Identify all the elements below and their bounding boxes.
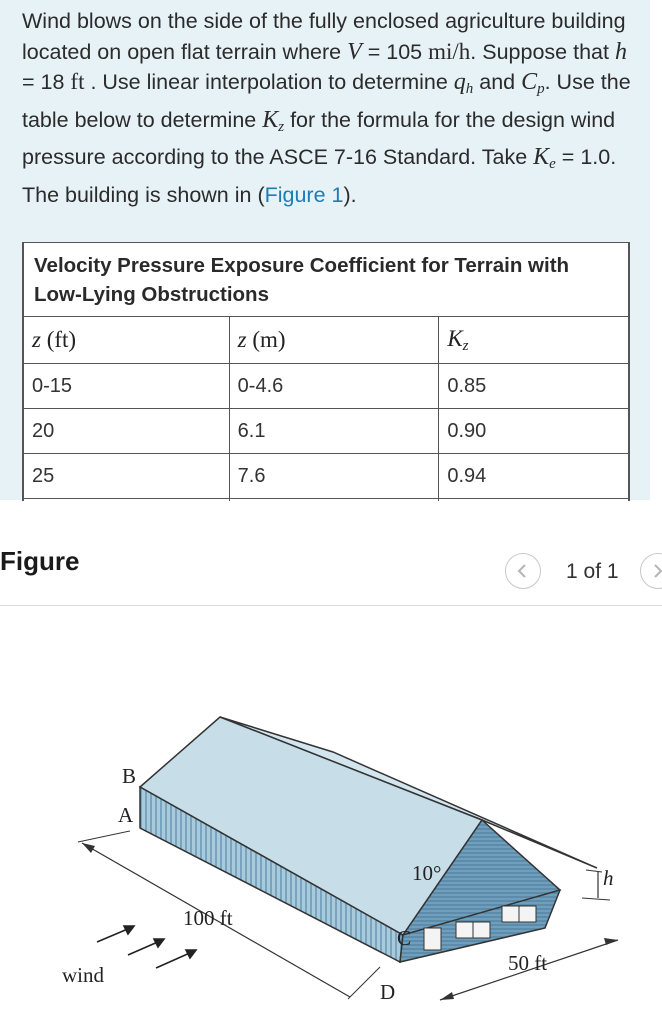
h-unit: ft: [70, 69, 85, 94]
next-figure-button[interactable]: [640, 553, 662, 589]
problem-statement: [22, 6, 634, 210]
cell-kz: 0.90: [439, 409, 629, 454]
cell-z-ft: 0-15: [24, 364, 230, 409]
length-label: 100 ft: [183, 906, 233, 930]
ke-symbol: K: [533, 144, 550, 170]
header-var: z: [32, 327, 41, 352]
chevron-right-icon: [641, 554, 662, 588]
problem-text-part: . Use the table below to determine: [22, 70, 631, 132]
door: [424, 928, 441, 950]
chevron-left-icon: [506, 554, 540, 588]
cell-z-m: 0-4.6: [229, 364, 439, 409]
kz-subscript: z: [278, 118, 285, 135]
table-row: [24, 454, 629, 499]
column-header-z-m: [229, 317, 439, 364]
cell-kz: 0.85: [439, 364, 629, 409]
q-symbol: q: [453, 69, 466, 95]
problem-panel: [0, 0, 650, 500]
ke-value: = 1.0. The building is shown in (: [22, 145, 617, 207]
table-row: [24, 409, 629, 454]
cell-z-m: 6.1: [229, 409, 439, 454]
problem-text-part: . Suppose that: [470, 39, 615, 64]
cell-z-ft: 20: [24, 409, 230, 454]
h-symbol: h: [614, 38, 627, 65]
wind-arrows: [97, 926, 196, 968]
v-value: = 105: [361, 39, 429, 64]
column-header-z-ft: [24, 317, 230, 364]
problem-text-part: Wind blows on the side of the fully enclosed agriculture building located on open flat terrain where: [22, 9, 626, 64]
height-label: h: [603, 866, 614, 890]
column-header-kz: [439, 317, 629, 364]
problem-text-part: and: [473, 70, 522, 94]
header-unit: (m): [252, 327, 286, 352]
cell-kz: 0.94: [439, 454, 629, 499]
table-row-clipped: [24, 499, 629, 502]
point-a-label: A: [118, 803, 134, 827]
v-symbol: V: [347, 38, 362, 65]
wind-label: wind: [62, 963, 104, 987]
table-header-row: [24, 317, 629, 364]
kz-table: [22, 242, 630, 501]
width-label: 50 ft: [508, 951, 548, 975]
figure-link[interactable]: Figure 1: [264, 182, 344, 207]
problem-text-part: . Use linear interpolation to determine: [84, 70, 454, 94]
building-figure: [0, 606, 662, 1024]
kz-symbol: K: [262, 106, 279, 133]
cp-subscript: p: [537, 81, 545, 97]
header-sub: z: [462, 337, 469, 354]
header-var: K: [447, 325, 463, 351]
problem-text-part: for the formula for the design wind pressure according to the ASCE 7-16 Standard. Take: [22, 107, 616, 169]
roof-angle-label: 10°: [412, 861, 442, 885]
problem-text-part: ).: [343, 182, 357, 207]
q-subscript: h: [465, 81, 474, 97]
cell-z-m: 7.6: [229, 454, 439, 499]
v-unit: mi/h: [428, 38, 471, 64]
header-unit: (ft): [46, 327, 77, 352]
point-d-label: D: [380, 980, 396, 1004]
table-caption: Velocity Pressure Exposure Coefficient for Terrain with Low-Lying Obstructions: [24, 243, 629, 317]
header-var: z: [237, 327, 247, 352]
cell-z-ft: 25: [24, 454, 230, 499]
ke-subscript: e: [549, 156, 556, 172]
point-c-label: C: [397, 926, 412, 950]
h-value: = 18: [22, 70, 71, 94]
cp-symbol: C: [521, 69, 538, 95]
figure-panel-title: Figure: [0, 546, 80, 576]
previous-figure-button[interactable]: [505, 553, 541, 589]
figure-pager: 1 of 1: [566, 560, 619, 583]
table-row: [24, 364, 629, 409]
point-b-label: B: [122, 764, 137, 788]
